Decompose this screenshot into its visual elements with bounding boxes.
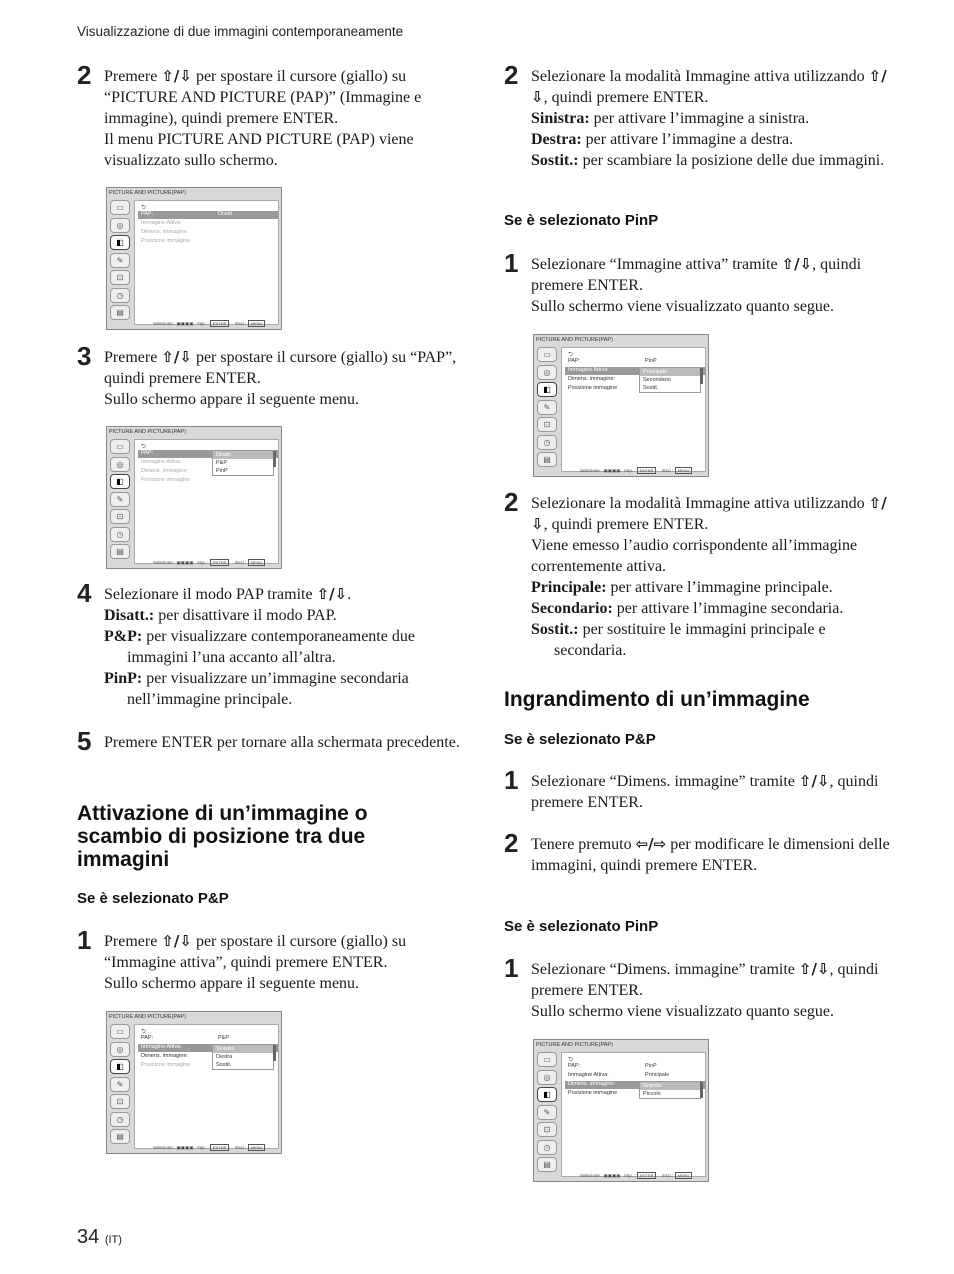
osd-dropdown: Sinistra Destra Sostit. xyxy=(212,1044,274,1070)
osd-row-active: Immagine Attiva: xyxy=(141,220,182,226)
pap-icon: ◧ xyxy=(110,1059,130,1074)
step-2-size: 2 Tenere premuto ⇦/⇨ per modificare le dimensioni delle immagini, quindi premere ENTER. xyxy=(504,828,890,874)
clock-icon: ◷ xyxy=(537,435,557,450)
step-number: 4 xyxy=(77,578,92,608)
osd-row-pos: Posizione immagine xyxy=(568,385,618,391)
step-2-pinp-mode: 2 Selezionare la modalità Immagine attiva utilizzando ⇧/⇩, quindi premere ENTER. Viene emesso l’audio corrispondente all’immagine correntemente attiva. Principale: per attivare l’immagine principale. Secondario: per attivare l’immagine secondaria. Sostit.: per sostituire le immagini principale e secondaria. xyxy=(504,487,887,659)
subheading: Se è selezionato P&P xyxy=(504,731,656,748)
osd-row-size: Dimens. immagine: xyxy=(141,468,189,474)
step-number: 2 xyxy=(77,60,92,90)
language-code: (IT) xyxy=(104,1234,122,1246)
up-down-arrow-icon: ⇧/⇩ xyxy=(161,67,192,85)
eye-icon: ◎ xyxy=(537,1070,557,1085)
section-heading: Attivazione di un’immagine o scambio di posizione tra due immagini xyxy=(77,802,368,871)
osd-icon-bar xyxy=(110,200,132,323)
camera-icon: ▭ xyxy=(110,439,130,454)
pap-icon: ◧ xyxy=(537,1087,557,1102)
pap-icon: ◧ xyxy=(110,235,130,250)
osd-menu-3: PICTURE AND PICTURE(PAP) ▭ ◎ ◧ ✎ ⊡ ◷ ▤ ⮌ PAP: P&P Immagine Attiva: Dimens. immagine: Posizione immagine Sinistra Destra Sostit. Selezione : ▣▣▣▣ Imp. : ENTER Esci : MENU xyxy=(106,1011,282,1154)
osd-row-pos: Posizione immagine xyxy=(568,1090,618,1096)
osd-row-pap: PAP: P&P xyxy=(141,1035,230,1041)
step-1-size: 1 Selezionare “Dimens. immagine” tramite ⇧/⇩, quindi premere ENTER. xyxy=(504,765,879,811)
up-down-arrow-icon: ⇧/⇩ xyxy=(161,348,192,366)
osd-row-pap: PAP: xyxy=(138,450,278,458)
step-number: 1 xyxy=(504,765,519,795)
back-icon: ⮌ xyxy=(141,1028,146,1035)
lang-icon: ▤ xyxy=(110,544,130,559)
osd-row-pos: Posizione immagine xyxy=(141,1062,191,1068)
subheading: Se è selezionato P&P xyxy=(77,890,229,907)
osd-panel xyxy=(134,200,279,325)
step-number: 5 xyxy=(77,726,92,756)
osd-row-active: Immagine Attiva: xyxy=(565,367,705,375)
eye-icon: ◎ xyxy=(110,457,130,472)
osd-row-size: Dimens. immagine: xyxy=(568,376,616,382)
lang-icon: ▤ xyxy=(537,1157,557,1172)
step-number: 1 xyxy=(504,248,519,278)
settings-icon: ✎ xyxy=(110,492,130,507)
back-icon: ⮌ xyxy=(568,1056,573,1063)
up-down-arrow-icon: ⇧/⇩ xyxy=(316,585,348,603)
step-5-return: 5 Premere ENTER per tornare alla schermata precedente. xyxy=(77,726,460,756)
osd-title: PICTURE AND PICTURE(PAP) xyxy=(109,190,186,196)
eye-icon: ◎ xyxy=(537,365,557,380)
input-icon: ⊡ xyxy=(537,417,557,432)
step-2-pap-menu: 2 Premere ⇧/⇩ per spostare il cursore (giallo) su “PICTURE AND PICTURE (PAP)” (Immagine e immagine), quindi premere ENTER. Il menu PICTURE AND PICTURE (PAP) viene visualizzato sullo schermo. xyxy=(77,60,422,169)
lang-icon: ▤ xyxy=(110,1129,130,1144)
step-1-active-image: 1 Premere ⇧/⇩ per spostare il cursore (giallo) su “Immagine attiva”, quindi premere ENTER. Sullo schermo appare il seguente menu. xyxy=(77,925,407,992)
step-number: 2 xyxy=(504,828,519,858)
pap-icon: ◧ xyxy=(110,474,130,489)
osd-row-size: Dimens. immagine: xyxy=(565,1081,705,1089)
up-down-arrow-icon: ⇧/⇩ xyxy=(531,494,887,533)
camera-icon: ▭ xyxy=(537,347,557,362)
settings-icon: ✎ xyxy=(537,1105,557,1120)
osd-row-size: Dimens. immagine: xyxy=(141,229,189,235)
osd-row-pos: Posizione immagine xyxy=(141,238,191,244)
up-down-arrow-icon: ⇧/⇩ xyxy=(798,960,830,978)
subheading: Se è selezionato PinP xyxy=(504,212,659,229)
osd-footer: Selezione : ▣▣▣▣ Imp. : ENTER Esci : MENU xyxy=(153,320,271,327)
osd-row-active: Immagine Attiva: xyxy=(138,1044,278,1052)
osd-row-active: Immagine Attiva: xyxy=(141,459,182,465)
step-1-pinp: 1 Selezionare “Immagine attiva” tramite ⇧/⇩, quindi premere ENTER. Sullo schermo viene visualizzato quanto segue. xyxy=(504,248,862,315)
osd-row-active: Immagine Attiva: Principale xyxy=(568,1072,670,1078)
pap-icon: ◧ xyxy=(537,382,557,397)
left-right-arrow-icon: ⇦/⇨ xyxy=(635,835,667,853)
clock-icon: ◷ xyxy=(110,527,130,542)
input-icon: ⊡ xyxy=(110,270,130,285)
osd-menu-1 xyxy=(106,187,282,330)
section-heading: Ingrandimento di un’immagine xyxy=(504,688,810,711)
camera-icon: ▭ xyxy=(537,1052,557,1067)
up-down-arrow-icon: ⇧/⇩ xyxy=(531,67,887,106)
page-footer xyxy=(77,1226,122,1249)
osd-dropdown: Disatt. P&P PinP xyxy=(212,450,274,476)
camera-icon: ▭ xyxy=(110,200,130,215)
back-icon: ⮌ xyxy=(568,351,573,358)
step-number: 2 xyxy=(504,60,519,90)
osd-row-pap: PAP: PinP xyxy=(568,358,657,364)
settings-icon: ✎ xyxy=(110,1077,130,1092)
step-3-pap: 3 Premere ⇧/⇩ per spostare il cursore (giallo) su “PAP”, quindi premere ENTER. Sullo schermo appare il seguente menu. xyxy=(77,341,457,408)
page-number: 34 xyxy=(77,1226,100,1248)
step-1-pinp-size: 1 Selezionare “Dimens. immagine” tramite ⇧/⇩, quindi premere ENTER. Sullo schermo viene visualizzato quanto segue. xyxy=(504,953,879,1020)
osd-row-size: Dimens. immagine: xyxy=(141,1053,189,1059)
step-4-select-mode: 4 Selezionare il modo PAP tramite ⇧/⇩. Disatt.: per disattivare il modo PAP. P&P: per visualizzare contemporaneamente due immagini l’una accanto all’altra. PinP: per visualizzare un’immagine secondaria nell’immagine principale. xyxy=(77,578,415,708)
step-number: 3 xyxy=(77,341,92,371)
step-2-active-mode: 2 Selezionare la modalità Immagine attiva utilizzando ⇧/⇩, quindi premere ENTER. Sinistra: per attivare l’immagine a sinistra. Destra: per attivare l’immagine a destra. Sostit.: per scambiare la posizione delle due immagini. xyxy=(504,60,887,169)
input-icon: ⊡ xyxy=(537,1122,557,1137)
osd-menu-5: PICTURE AND PICTURE(PAP) ▭ ◎ ◧ ✎ ⊡ ◷ ▤ ⮌ PAP: PinP Immagine Attiva: Principale Dimens. immagine: Posizione immagine Grande Piccolo Selezione : ▣▣▣▣ Imp. : ENTER Esci : MENU xyxy=(533,1039,709,1182)
eye-icon: ◎ xyxy=(110,1042,130,1057)
lang-icon: ▤ xyxy=(537,452,557,467)
settings-icon: ✎ xyxy=(537,400,557,415)
osd-dropdown: Principale Secondario Sostit. xyxy=(639,367,701,393)
clock-icon: ◷ xyxy=(537,1140,557,1155)
step-number: 1 xyxy=(504,953,519,983)
osd-dropdown: Grande Piccolo xyxy=(639,1081,701,1099)
osd-row-pap: PAP: PinP xyxy=(568,1063,657,1069)
lang-icon: ▤ xyxy=(110,305,130,320)
camera-icon: ▭ xyxy=(110,1024,130,1039)
osd-menu-4: PICTURE AND PICTURE(PAP) ▭ ◎ ◧ ✎ ⊡ ◷ ▤ ⮌ PAP: PinP Immagine Attiva: Dimens. immagine: Posizione immagine Principale Secondario Sostit. Selezione : ▣▣▣▣ Imp. : ENTER Esci : MENU xyxy=(533,334,709,477)
input-icon: ⊡ xyxy=(110,509,130,524)
up-down-arrow-icon: ⇧/⇩ xyxy=(781,255,813,273)
back-icon: ⮌ xyxy=(141,443,146,450)
clock-icon: ◷ xyxy=(110,288,130,303)
running-head: Visualizzazione di due immagini contemporaneamente xyxy=(77,24,404,39)
subheading: Se è selezionato PinP xyxy=(504,918,659,935)
step-number: 2 xyxy=(504,487,519,517)
eye-icon: ◎ xyxy=(110,218,130,233)
settings-icon: ✎ xyxy=(110,253,130,268)
up-down-arrow-icon: ⇧/⇩ xyxy=(798,772,830,790)
clock-icon: ◷ xyxy=(110,1112,130,1127)
input-icon: ⊡ xyxy=(110,1094,130,1109)
up-down-arrow-icon: ⇧/⇩ xyxy=(161,932,192,950)
osd-row-pos: Posizione immagine xyxy=(141,477,191,483)
osd-menu-2: PICTURE AND PICTURE(PAP) ▭ ◎ ◧ ✎ ⊡ ◷ ▤ ⮌ PAP: Immagine Attiva: Dimens. immagine: Posizione immagine Disatt. P&P PinP Selezione : ▣▣▣▣ Imp. : ENTER Esci : MENU xyxy=(106,426,282,569)
back-icon: ⮌ xyxy=(141,204,146,211)
step-number: 1 xyxy=(77,925,92,955)
osd-row-pap: PAP: Disatt. xyxy=(138,211,278,219)
